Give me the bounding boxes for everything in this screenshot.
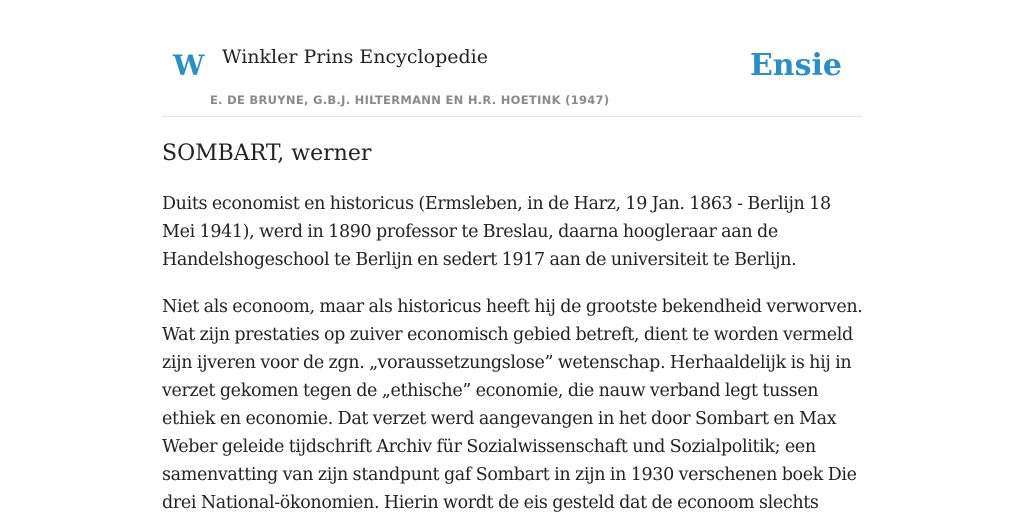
article [162, 138, 867, 512]
source-logo[interactable]: W [173, 49, 205, 82]
source-authors: E. DE BRUYNE, G.B.J. HILTERMANN EN H.R. HOETINK (1947) [210, 93, 610, 107]
article-paragraph: Duits economist en historicus (Ermsleben, in de Harz, 19 Jan. 1863 - Berlijn 18 Mei 1941), werd in 1890 professor te Breslau, daarna hoogleraar aan de Handelshogeschool te Berlijn en sedert 1917 aan de universiteit te Berlijn. [162, 194, 831, 270]
source-title[interactable]: Winkler Prins Encyclopedie [222, 46, 488, 68]
article-paragraph: Niet als econoom, maar als historicus heeft hij de grootste bekendheid verworven. Wat zijn prestaties op zuiver economisch gebied betreft, dient te worden vermeld zijn ijveren voor de zgn. „voraussetzungslose” wetenschap. Herhaaldelijk is hij in verzet gekomen tegen de „ethische” economie, die nauw verband legt tussen ethiek en economie. Dat verzet werd aangevangen in het door Sombart en Max Weber geleide tijdschrift Archiv für Sozialwissenschaft und Sozialpolitik; een samenvatting van zijn standpunt gaf Sombart in zijn in 1930 verschenen boek Die drei National-ökonomien. Hierin wordt de eis gesteld dat de econoom slechts [162, 297, 863, 512]
brand-logo[interactable]: Ensie [749, 48, 842, 83]
page-header [162, 0, 862, 117]
article-title: SOMBART, werner [162, 141, 372, 166]
